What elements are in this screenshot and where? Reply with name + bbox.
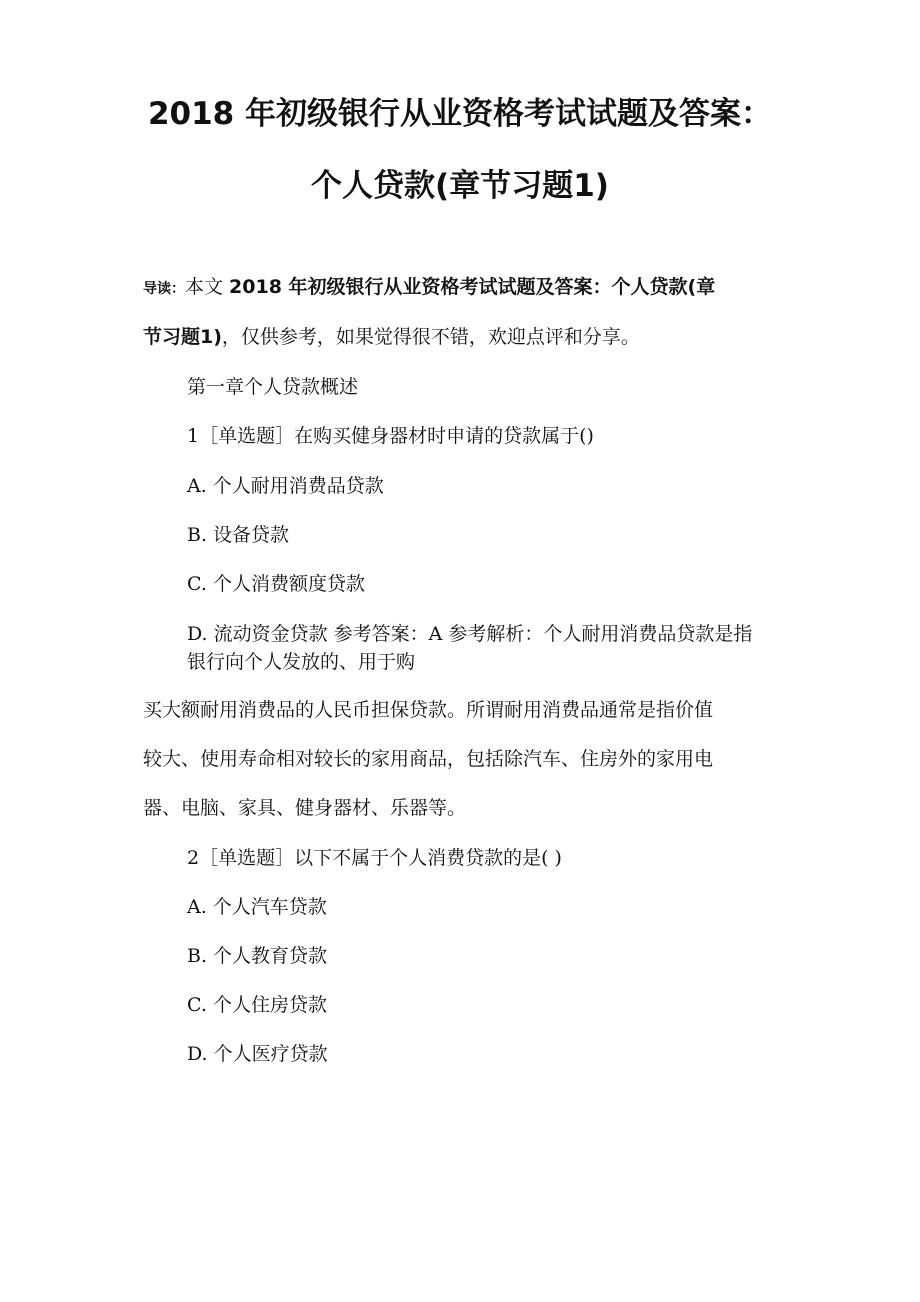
question-2-option-a: A. 个人汽车贷款 xyxy=(187,896,327,918)
question-1-explanation-line-2: 较大、使用寿命相对较长的家用商品，包括除汽车、住房外的家用电 xyxy=(143,748,714,770)
intro-prefix: 本文 xyxy=(185,276,230,298)
intro-line-1 xyxy=(143,275,715,301)
question-1-explanation-line-3: 器、电脑、家具、健身器材、乐器等。 xyxy=(143,797,467,819)
question-1-option-b: B. 设备贷款 xyxy=(187,524,290,546)
question-1-option-a: A. 个人耐用消费品贷款 xyxy=(187,475,384,497)
chapter-heading: 第一章个人贷款概述 xyxy=(187,376,359,398)
question-1-option-c: C. 个人消费额度贷款 xyxy=(187,573,365,595)
question-1-explanation-line-1: 买大额耐用消费品的人民币担保贷款。所谓耐用消费品通常是指价值 xyxy=(143,699,714,721)
intro-label: 导读： xyxy=(143,281,185,297)
intro-bold-title-part2: 节习题1) xyxy=(143,326,222,348)
question-1-stem: 1［单选题］在购买健身器材时申请的贷款属于() xyxy=(187,425,594,447)
intro-bold-title-part1: 2018 年初级银行从业资格考试试题及答案：个人贷款(章 xyxy=(229,276,716,298)
question-2-stem: 2［单选题］以下不属于个人消费贷款的是( ) xyxy=(187,847,562,869)
question-2-option-b: B. 个人教育贷款 xyxy=(187,945,328,967)
question-2-option-c: C. 个人住房贷款 xyxy=(187,994,327,1016)
intro-line-2 xyxy=(143,325,640,349)
question-1-option-d-line-2: 银行向个人发放的、用于购 xyxy=(187,651,416,673)
question-2-option-d: D. 个人医疗贷款 xyxy=(187,1043,328,1065)
title-line-1: 2018 年初级银行从业资格考试试题及答案： xyxy=(147,96,773,132)
question-1-option-d-line-1: D. 流动资金贷款 参考答案：A 参考解析：个人耐用消费品贷款是指 xyxy=(187,623,753,645)
intro-suffix: ，仅供参考，如果觉得很不错，欢迎点评和分享。 xyxy=(221,326,640,348)
title-line-2: 个人贷款(章节习题1) xyxy=(311,168,609,204)
